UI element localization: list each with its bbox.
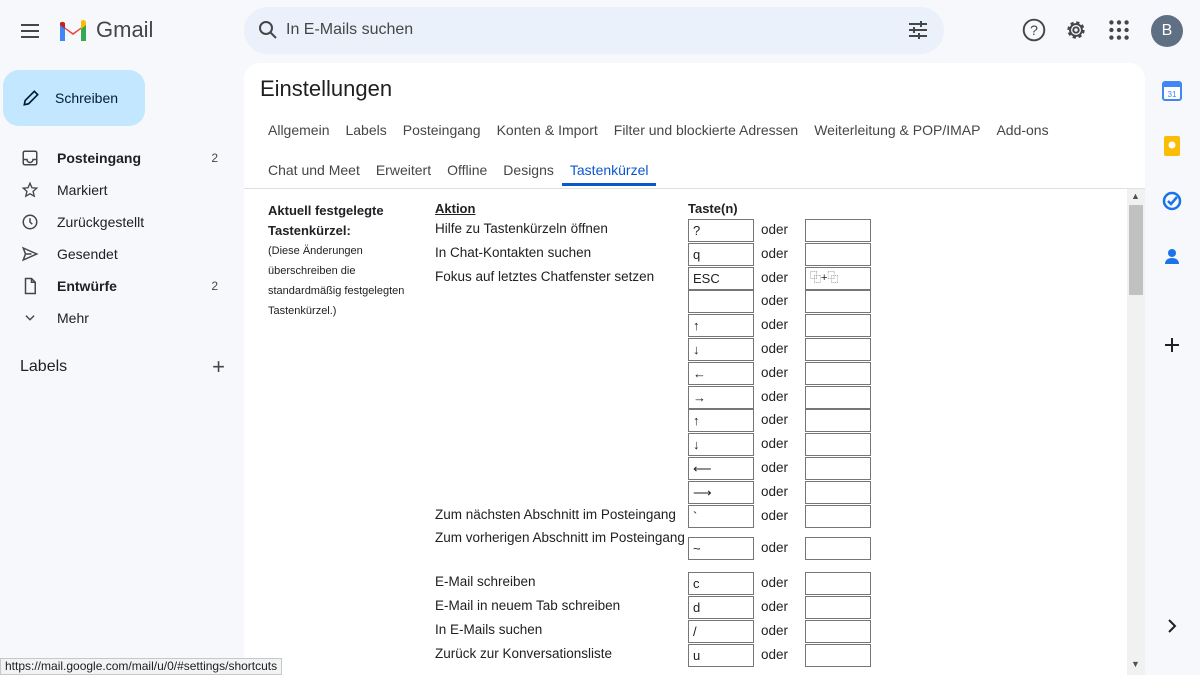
shortcut-key-input[interactable]: ESC xyxy=(688,267,754,290)
shortcut-action: Hilfe zu Tastenkürzeln öffnen xyxy=(435,221,608,236)
sidebar-item-sent[interactable] xyxy=(0,238,232,270)
scroll-down-icon[interactable]: ▼ xyxy=(1131,659,1140,669)
tab-shortcuts[interactable]: Tastenkürzel xyxy=(562,154,657,186)
or-label: oder xyxy=(761,599,789,615)
or-label: oder xyxy=(761,317,789,333)
search-input[interactable] xyxy=(286,15,886,45)
scroll-thumb[interactable] xyxy=(1129,205,1143,295)
labels-heading: Labels xyxy=(20,358,68,375)
apps-grid-icon[interactable] xyxy=(1106,17,1132,43)
shortcut-action: Zum nächsten Abschnitt im Posteingang xyxy=(435,506,676,522)
add-addon-icon[interactable] xyxy=(1160,333,1184,357)
help-icon[interactable] xyxy=(1021,17,1047,43)
shortcuts-description xyxy=(268,201,428,321)
avatar[interactable]: B xyxy=(1151,15,1183,47)
compose-label: Schreiben xyxy=(55,90,119,106)
shortcut-key-input[interactable]: ? xyxy=(688,219,754,242)
shortcut-key-input[interactable]: ↓ xyxy=(688,433,754,456)
or-label: oder xyxy=(761,222,789,237)
or-label: oder xyxy=(761,460,789,475)
shortcut-row xyxy=(435,386,1085,410)
or-label: oder xyxy=(761,412,789,428)
shortcut-key-input[interactable]: ⟶ xyxy=(688,481,754,504)
status-url: https://mail.google.com/mail/u/0/#settings/shortcuts xyxy=(0,658,282,675)
sidebar-item-label: Mehr xyxy=(57,310,89,326)
tab-themes[interactable]: Designs xyxy=(503,162,554,178)
shortcut-alt-key-input[interactable] xyxy=(805,572,871,595)
search-options-icon[interactable] xyxy=(906,18,930,42)
add-label-icon[interactable]: + xyxy=(212,354,225,379)
sidebar-item-inbox[interactable] xyxy=(0,142,232,174)
or-label: oder xyxy=(761,436,789,452)
shortcut-action: In Chat-Kontakten suchen xyxy=(435,244,592,260)
svg-text:?: ? xyxy=(1030,21,1038,38)
unread-count: 2 xyxy=(211,151,218,165)
clock-icon xyxy=(20,212,40,232)
shortcut-alt-key-input[interactable]: ⿻+⿻ xyxy=(805,267,871,290)
page-title: Einstellungen xyxy=(260,76,393,101)
sidebar-item-label: Posteingang xyxy=(57,150,142,166)
shortcut-row xyxy=(435,219,1085,243)
star-icon xyxy=(20,180,40,200)
sidebar-item-label: Zurückgestellt xyxy=(57,214,145,230)
or-label: oder xyxy=(761,483,789,499)
shortcut-alt-key-input[interactable] xyxy=(805,314,871,337)
shortcut-row xyxy=(435,644,1085,668)
sidebar-nav xyxy=(0,142,232,334)
sidebar-item-label: Markiert xyxy=(57,182,108,198)
tasks-icon[interactable] xyxy=(1160,189,1184,213)
settings-tabs-row-2 xyxy=(260,154,656,186)
send-icon xyxy=(20,244,40,264)
shortcut-key-input[interactable]: ↑ xyxy=(688,409,754,432)
shortcut-action: Zurück zur Konversationsliste xyxy=(435,645,613,661)
shortcut-row xyxy=(435,596,1085,620)
shortcut-row xyxy=(435,409,1085,433)
shortcut-row xyxy=(435,620,1085,644)
sidebar-item-drafts[interactable] xyxy=(0,270,232,302)
shortcut-key-input[interactable]: ↓ xyxy=(688,338,754,361)
sidebar-item-label: Gesendet xyxy=(57,246,118,262)
shortcut-alt-key-input[interactable] xyxy=(805,644,871,667)
gmail-m-icon xyxy=(58,19,88,41)
scrollbar[interactable] xyxy=(1127,189,1145,675)
shortcut-row xyxy=(435,243,1085,267)
shortcut-alt-key-input[interactable] xyxy=(805,457,871,480)
shortcut-alt-key-input[interactable] xyxy=(805,481,871,504)
tab-advanced[interactable]: Erweitert xyxy=(375,162,432,178)
shortcut-key-input[interactable]: ← xyxy=(688,362,754,385)
shortcut-row xyxy=(435,457,1085,481)
tab-chat-meet[interactable]: Chat und Meet xyxy=(268,162,360,178)
labels-header xyxy=(20,356,225,378)
search-icon[interactable] xyxy=(256,18,280,42)
shortcut-row xyxy=(435,314,1085,338)
sidebar-item-more[interactable] xyxy=(0,302,232,334)
svg-text:31: 31 xyxy=(1167,90,1177,99)
shortcut-alt-key-input[interactable] xyxy=(805,338,871,361)
or-label: oder xyxy=(761,364,789,380)
column-header-action: Aktion xyxy=(435,201,476,216)
main-menu-icon[interactable] xyxy=(14,15,46,47)
shortcut-alt-key-input[interactable] xyxy=(805,362,871,385)
gear-icon[interactable] xyxy=(1063,17,1089,43)
shortcut-action: Zum vorherigen Abschnitt im Posteingang xyxy=(435,530,685,546)
logo-text: Gmail xyxy=(96,17,154,42)
or-label: oder xyxy=(761,245,789,261)
sidebar-item-label: Entwürfe xyxy=(57,278,117,294)
column-header-keys: Taste(n) xyxy=(688,201,738,216)
shortcut-action: Fokus auf letztes Chatfenster setzen xyxy=(435,268,655,284)
shortcut-key-input[interactable]: d xyxy=(688,596,754,619)
shortcut-alt-key-input[interactable] xyxy=(805,386,871,409)
shortcut-key-input[interactable]: u xyxy=(688,644,754,667)
draft-count: 2 xyxy=(211,279,218,293)
or-label: oder xyxy=(761,269,789,285)
chevron-down-icon xyxy=(20,308,40,328)
settings-tabs-row-1 xyxy=(260,114,1057,146)
shortcuts-content xyxy=(244,189,1127,675)
shortcut-action: E-Mail schreiben xyxy=(435,574,536,590)
description-note: (Diese Änderungen überschreiben die standardmäßig festgelegten Tastenkürzel.) xyxy=(268,245,405,317)
settings-panel xyxy=(244,63,1145,675)
scroll-up-icon[interactable]: ▲ xyxy=(1131,191,1140,201)
calendar-icon[interactable] xyxy=(1160,79,1184,103)
top-bar xyxy=(0,0,1200,62)
pencil-icon xyxy=(21,88,41,108)
or-label: oder xyxy=(761,623,789,638)
or-label: oder xyxy=(761,341,789,356)
search-bar xyxy=(244,7,944,54)
shortcut-action: E-Mail in neuem Tab schreiben xyxy=(435,598,621,614)
shortcut-key-input[interactable]: / xyxy=(688,620,754,643)
shortcut-alt-key-input[interactable] xyxy=(805,219,871,242)
tab-labels[interactable]: Labels xyxy=(345,122,387,138)
shortcut-row xyxy=(435,505,1085,529)
shortcut-key-input[interactable] xyxy=(688,290,754,313)
shortcut-alt-key-input[interactable] xyxy=(805,537,871,560)
or-label: oder xyxy=(761,575,789,591)
shortcut-alt-key-input[interactable] xyxy=(805,620,871,643)
keep-icon[interactable] xyxy=(1160,134,1184,158)
shortcut-alt-key-input[interactable] xyxy=(805,596,871,619)
shortcut-row xyxy=(435,528,1085,568)
tab-accounts[interactable]: Konten & Import xyxy=(496,122,598,138)
or-label: oder xyxy=(761,540,789,556)
shortcut-key-input[interactable]: q xyxy=(688,243,754,266)
shortcut-key-input[interactable]: ⟵ xyxy=(688,457,754,480)
shortcut-row xyxy=(435,338,1085,362)
shortcut-alt-key-input[interactable] xyxy=(805,505,871,528)
shortcut-alt-key-input[interactable] xyxy=(805,290,871,313)
shortcut-alt-key-input[interactable] xyxy=(805,433,871,456)
shortcut-key-input[interactable]: ` xyxy=(688,505,754,528)
shortcut-alt-key-input[interactable] xyxy=(805,243,871,266)
shortcut-row xyxy=(435,433,1085,457)
inbox-icon xyxy=(20,148,40,168)
tab-offline[interactable]: Offline xyxy=(447,162,488,178)
contacts-icon[interactable] xyxy=(1160,244,1184,268)
shortcut-row xyxy=(435,481,1085,505)
shortcut-key-input[interactable]: ~ xyxy=(688,537,754,560)
shortcut-row xyxy=(435,572,1085,596)
or-label: oder xyxy=(761,646,789,662)
compose-button[interactable] xyxy=(3,70,145,126)
tab-filters[interactable]: Filter und blockierte Adressen xyxy=(613,122,799,138)
tab-forwarding[interactable]: Weiterleitung & POP/IMAP xyxy=(814,122,981,138)
or-label: oder xyxy=(761,507,789,523)
shortcut-row xyxy=(435,267,1085,291)
shortcut-row xyxy=(435,362,1085,386)
tab-addons[interactable]: Add-ons xyxy=(996,122,1049,138)
sidebar-item-starred[interactable] xyxy=(0,174,232,206)
description-title: Aktuell festgelegte Tastenkürzel: xyxy=(268,203,384,238)
or-label: oder xyxy=(761,293,789,309)
sidebar-item-snoozed[interactable] xyxy=(0,206,232,238)
gmail-logo[interactable] xyxy=(58,17,153,43)
shortcut-key-input[interactable]: → xyxy=(688,386,754,409)
or-label: oder xyxy=(761,388,789,404)
draft-icon xyxy=(20,276,40,296)
shortcut-key-input[interactable]: c xyxy=(688,572,754,595)
shortcut-alt-key-input[interactable] xyxy=(805,409,871,432)
chevron-right-icon[interactable] xyxy=(1160,614,1184,638)
shortcut-row xyxy=(435,290,1085,314)
shortcut-key-input[interactable]: ↑ xyxy=(688,314,754,337)
tab-general[interactable]: Allgemein xyxy=(268,122,330,138)
shortcut-action: In E-Mails suchen xyxy=(435,622,543,637)
tab-inbox[interactable]: Posteingang xyxy=(402,122,481,138)
